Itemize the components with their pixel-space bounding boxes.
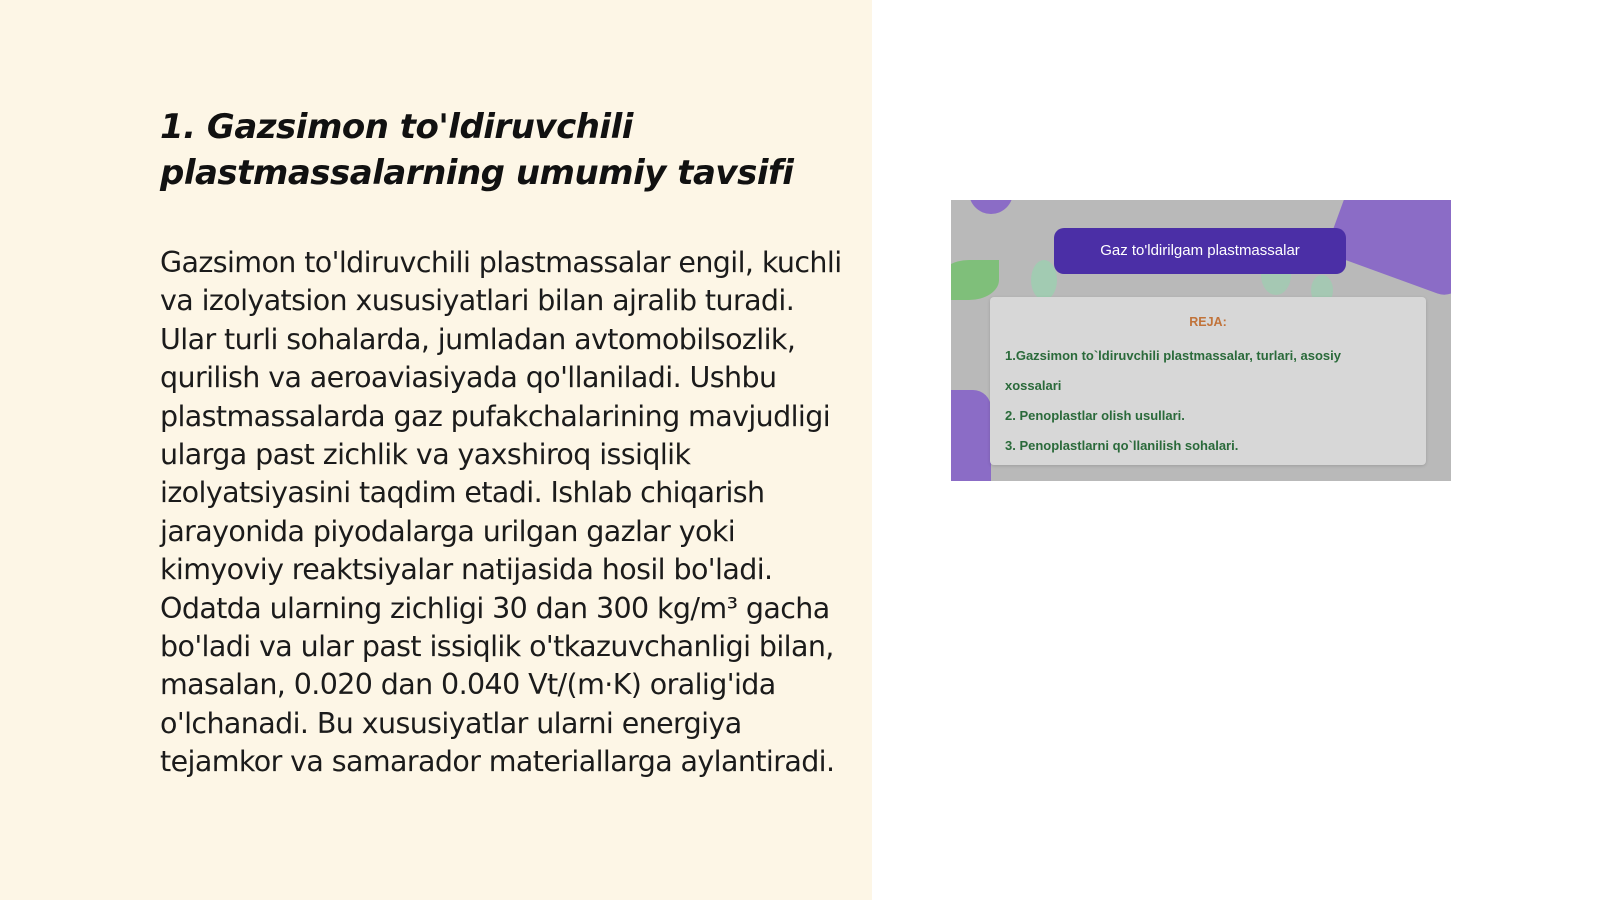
slide-body-text: Gazsimon to'ldiruvchili plastmassalar engil, kuchli va izolyatsion xususiyatlari bilan ajralib turadi. Ular turli sohalarda, jumladan avtomobilsozlik, qurilish va aeroaviasiyada qo'llaniladi. Ushbu plastmassalarda gaz pufakchalarining mavjudligi ularga past zichlik va yaxshiroq issiqlik izolyatsiyasini taqdim etadi. Ishlab chiqarish jarayonida piyodalarga urilgan gazlar yoki kimyoviy reaktsiyalar natijasida hosil bo'ladi. Odatda ularning zichligi 30 dan 300 kg/m³ gacha bo'ladi va ular past issiqlik o'tkazuvchanligi bilan, masalan, 0.020 dan 0.040 Vt/(m·K) oralig'ida o'lchanadi. Bu xususiyatlar ularni energiya tejamkor va samarador materiallarga aylantiradi.: [160, 246, 842, 779]
preview-header: Gaz to'ldirilgam plastmassalar: [1054, 228, 1346, 274]
leaf-decor-icon: [951, 260, 999, 300]
plan-heading: REJA:: [1189, 315, 1227, 329]
plan-item: 3. Penoplastlarni qo`llanilish sohalari.: [1005, 438, 1239, 453]
decor-shape: [1031, 260, 1057, 300]
plan-item: xossalari: [1005, 378, 1062, 393]
decor-shape: [969, 200, 1013, 214]
slide-preview-image: [951, 200, 1451, 481]
plan-item: 2. Penoplastlar olish usullari.: [1005, 408, 1185, 423]
slide-title: 1. Gazsimon to'ldiruvchili plastmassalarning umumiy tavsifi: [160, 107, 794, 193]
plan-card: [990, 297, 1426, 465]
decor-shape: [951, 390, 991, 481]
plan-item: 1.Gazsimon to`ldiruvchili plastmassalar, turlari, asosiy: [1005, 348, 1341, 363]
